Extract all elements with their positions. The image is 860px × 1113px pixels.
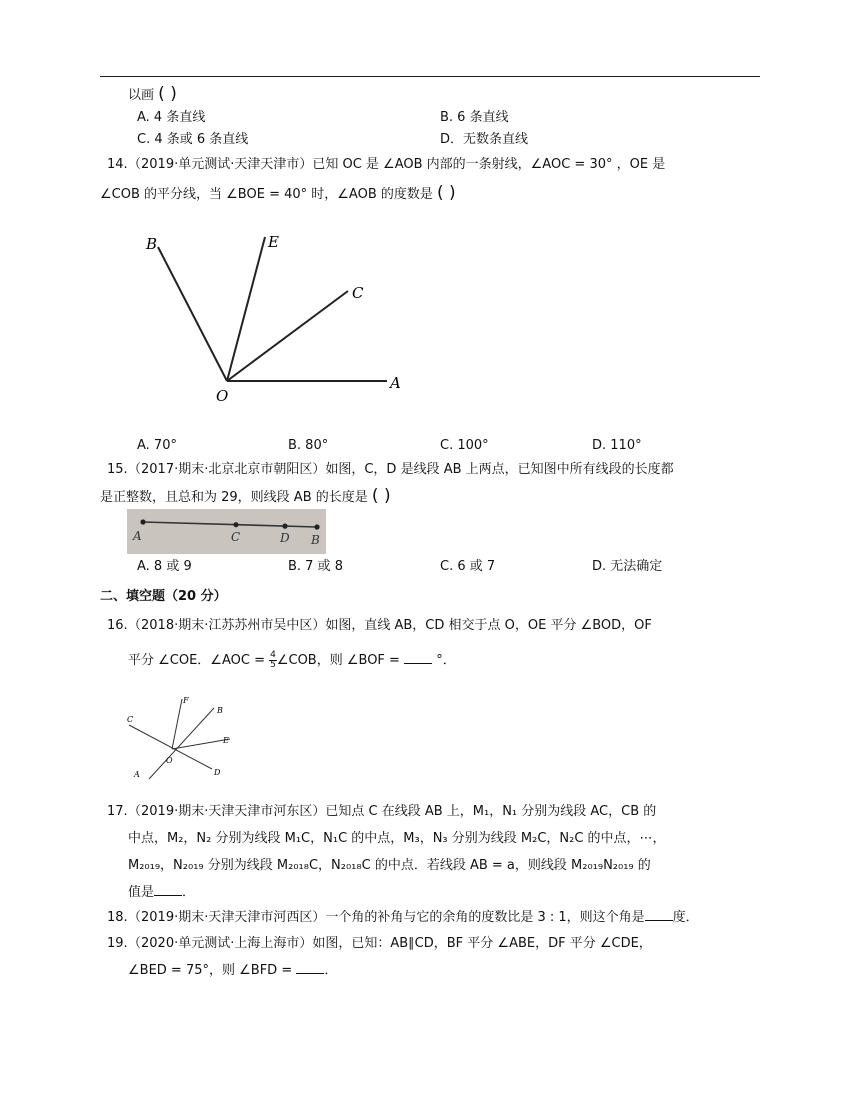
label-b: B	[311, 533, 320, 547]
option-b: B. 6 条直线	[440, 110, 509, 125]
photo-background	[127, 509, 326, 554]
q17-stem-line4	[128, 883, 195, 903]
option-a: A. 8 或 9	[137, 559, 192, 574]
q17-stem-line3: M₂₀₁₉，N₂₀₁₉ 分别为线段 M₂₀₁₈C，N₂₀₁₈C 的中点．若线段 AB = a，则线段 M₂₀₁₉N₂₀₁₉ 的	[128, 858, 651, 873]
answer-paren: ( )	[158, 84, 177, 104]
q14-angle-figure	[130, 225, 410, 410]
fraction-denominator: 5	[270, 660, 276, 670]
label-e: E	[268, 233, 279, 251]
option-c: C. 100°	[440, 438, 489, 453]
option-b: B. 80°	[288, 438, 329, 453]
question-number: 19.	[107, 936, 128, 951]
option-d: D．无数条直线	[440, 132, 529, 147]
label-b: B	[146, 235, 158, 253]
prev-tail-text: 以画	[128, 88, 155, 103]
q16-stem-line1: （2018·期末·江苏苏州市吴中区）如图，直线 AB，CD 相交于点 O，OE 平分 ∠BOD，OF	[128, 618, 652, 633]
option-a: A. 4 条直线	[137, 110, 206, 125]
label-c: C	[231, 530, 241, 544]
answer-paren: ( )	[371, 486, 391, 506]
q19-stem-line1: （2020·单元测试·上海上海市）如图，已知：AB∥CD，BF 平分 ∠ABE，DF 平分 ∠CDE，	[128, 936, 652, 951]
section-heading: 二、填空题（20 分）	[100, 589, 227, 604]
q14-stem-text: ∠COB 的平分线，当 ∠BOE = 40° 时，∠AOB 的度数是	[100, 187, 433, 202]
q17-stem-line2: 中点，M₂，N₂ 分别为线段 M₁C，N₁C 的中点，M₃，N₃ 分别为线段 M₂C，N₂C 的中点，⋯，	[128, 831, 666, 846]
q18-stem-text: 度．	[672, 910, 699, 925]
point-c	[233, 522, 238, 527]
label-a: A	[390, 374, 401, 392]
label-a: A	[133, 529, 142, 543]
q15-segment-figure	[127, 509, 326, 554]
q16-stem-text: °．	[436, 653, 456, 668]
question-number: 16.	[107, 618, 128, 633]
ray-of	[172, 699, 182, 749]
answer-blank[interactable]	[154, 883, 182, 896]
option-c: C. 6 或 7	[440, 559, 496, 574]
option-b: B. 7 或 8	[288, 559, 343, 574]
q17-stem-text: 值是	[128, 885, 155, 900]
q19-stem-line2	[128, 961, 337, 981]
answer-blank[interactable]	[404, 651, 432, 664]
q16-stem-text: ∠COB，则 ∠BOF =	[276, 653, 400, 668]
q15-stem-line1: （2017·期末·北京北京市朝阳区）如图，C，D 是线段 AB 上两点，已知图中所有线段的长度都	[128, 462, 674, 477]
label-c: C	[352, 284, 364, 302]
question-number: 15.	[107, 462, 128, 477]
label-c: C	[127, 715, 134, 724]
label-d: D	[280, 531, 290, 545]
q15-stem-text: 是正整数，且总和为 29，则线段 AB 的长度是	[100, 490, 368, 505]
q17-stem-text: ．	[182, 885, 196, 900]
point-b	[314, 524, 319, 529]
point-a	[140, 519, 145, 524]
q18-stem-text: （2019·期末·天津天津市河西区）一个角的补角与它的余角的度数比是 3 : 1，则这个角是	[128, 910, 645, 925]
prev-question-tail	[128, 84, 177, 106]
header-rule	[100, 76, 760, 77]
option-a: A. 70°	[137, 438, 177, 453]
q17-stem-line1: （2019·期末·天津天津市河东区）已知点 C 在线段 AB 上，M₁，N₁ 分别为线段 AC，CB 的	[128, 804, 657, 819]
answer-paren: ( )	[437, 183, 456, 203]
ray-oe	[227, 237, 265, 381]
q19-stem-text: ∠BED = 75°，则 ∠BFD =	[128, 963, 293, 978]
q19-stem-text: ．	[324, 963, 338, 978]
q16-stem-text: 平分 ∠COE．∠AOC =	[128, 653, 270, 668]
q14-stem-line1: （2019·单元测试·天津天津市）已知 OC 是 ∠AOB 内部的一条射线，∠AOC = 30° ，OE 是	[128, 157, 666, 172]
question-number: 18.	[107, 910, 128, 925]
fraction	[269, 651, 277, 670]
q16-stem-line2	[128, 651, 456, 671]
question-number: 14.	[107, 157, 128, 172]
label-f: F	[183, 696, 189, 705]
label-b: B	[217, 706, 223, 715]
option-d: D. 无法确定	[592, 559, 663, 574]
option-c: C. 4 条或 6 条直线	[137, 132, 249, 147]
label-e: E	[223, 736, 229, 745]
answer-blank[interactable]	[296, 961, 324, 974]
label-a: A	[134, 770, 140, 779]
answer-blank[interactable]	[645, 908, 673, 921]
label-o: O	[166, 756, 173, 765]
q16-lines-figure	[126, 693, 238, 785]
question-number: 17.	[107, 804, 128, 819]
ray-ob	[158, 247, 227, 381]
point-d	[282, 524, 287, 529]
q18-stem-line1	[128, 908, 699, 928]
fraction-numerator: 4	[270, 650, 276, 660]
label-d: D	[214, 768, 221, 777]
label-o: O	[216, 387, 229, 405]
q14-stem-line2	[100, 183, 456, 205]
ray-oc	[227, 291, 348, 381]
option-d: D. 110°	[592, 438, 642, 453]
q15-stem-line2	[100, 486, 391, 508]
